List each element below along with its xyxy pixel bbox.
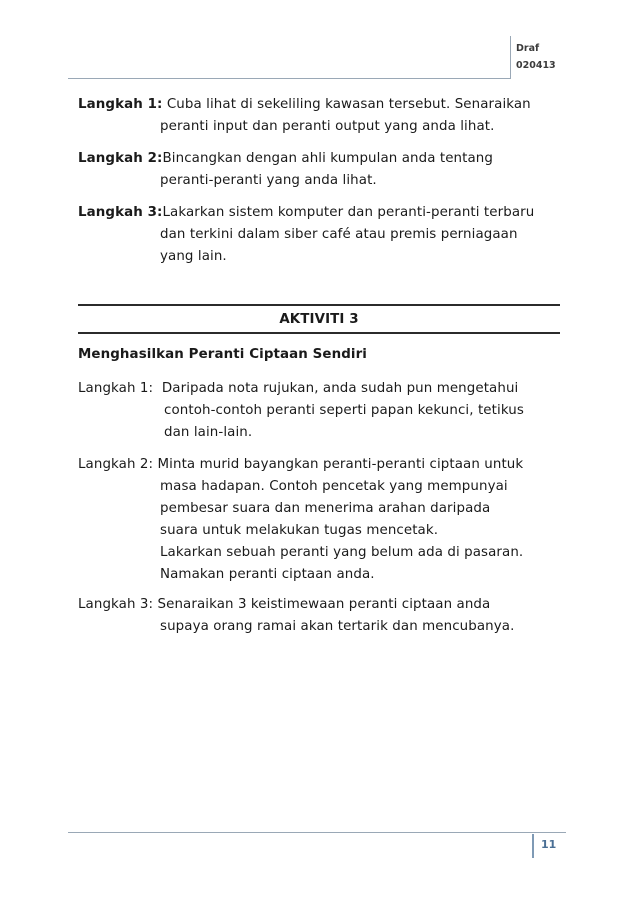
step-b3-text-1: Senaraikan 3 keistimewaan peranti ciptaan anda bbox=[157, 597, 491, 612]
step-b2-line1 bbox=[78, 454, 523, 476]
step-b1-text-2: contoh-contoh peranti seperti papan kekunci, tetikus bbox=[164, 403, 524, 418]
step-a2-text-2: peranti-peranti yang anda lihat. bbox=[160, 173, 377, 188]
step-a1-line1 bbox=[78, 94, 531, 116]
page-number: 11 bbox=[532, 834, 556, 858]
step-b1-label: Langkah 1: bbox=[78, 381, 154, 396]
step-b2-label: Langkah 2: bbox=[78, 457, 154, 472]
step-b2-text-3: pembesar suara dan menerima arahan daripada bbox=[160, 501, 491, 516]
step-b3-text-2: supaya orang ramai akan tertarik dan mencubanya. bbox=[160, 619, 515, 634]
header-rule bbox=[68, 78, 510, 79]
step-a2-label: Langkah 2: bbox=[78, 151, 163, 166]
step-a1-text-2: peranti input dan peranti output yang anda lihat. bbox=[160, 119, 495, 134]
activity-title: AKTIVITI 3 bbox=[279, 312, 359, 327]
step-b2-text-2: masa hadapan. Contoh pencetak yang mempunyai bbox=[160, 479, 508, 494]
step-a3-text-1: Lakarkan sistem komputer dan peranti-peranti terbaru bbox=[162, 205, 535, 220]
step-a1-text-1: Cuba lihat di sekeliling kawasan tersebut. Senaraikan bbox=[166, 97, 531, 112]
step-a2-line1 bbox=[78, 148, 493, 170]
step-b3-line1 bbox=[78, 594, 490, 616]
step-b2-text-6: Namakan peranti ciptaan anda. bbox=[160, 567, 375, 582]
activity-top-rule bbox=[78, 304, 560, 306]
step-b2-text-4: suara untuk melakukan tugas mencetak. bbox=[160, 523, 439, 538]
step-b2-text-1: Minta murid bayangkan peranti-peranti ciptaan untuk bbox=[157, 457, 524, 472]
step-a3-text-3: yang lain. bbox=[160, 249, 227, 264]
step-a2-text-1: Bincangkan dengan ahli kumpulan anda tentang bbox=[162, 151, 493, 166]
step-b1-line1 bbox=[78, 378, 518, 400]
step-b1-text-3: dan lain-lain. bbox=[164, 425, 253, 440]
step-b3-label: Langkah 3: bbox=[78, 597, 154, 612]
step-a1-label: Langkah 1: bbox=[78, 97, 163, 112]
draft-box bbox=[510, 36, 570, 79]
step-a3-line1 bbox=[78, 202, 534, 224]
draft-label: Draf bbox=[516, 43, 540, 54]
step-a3-text-2: dan terkini dalam siber café atau premis perniagaan bbox=[160, 227, 518, 242]
footer-rule bbox=[68, 832, 566, 833]
step-b1-text-1: Daripada nota rujukan, anda sudah pun mengetahui bbox=[161, 381, 519, 396]
activity-bottom-rule bbox=[78, 332, 560, 334]
step-a3-label: Langkah 3: bbox=[78, 205, 163, 220]
activity-heading: Menghasilkan Peranti Ciptaan Sendiri bbox=[78, 347, 368, 362]
draft-code: 020413 bbox=[516, 60, 556, 71]
step-b2-text-5: Lakarkan sebuah peranti yang belum ada di pasaran. bbox=[160, 545, 524, 560]
